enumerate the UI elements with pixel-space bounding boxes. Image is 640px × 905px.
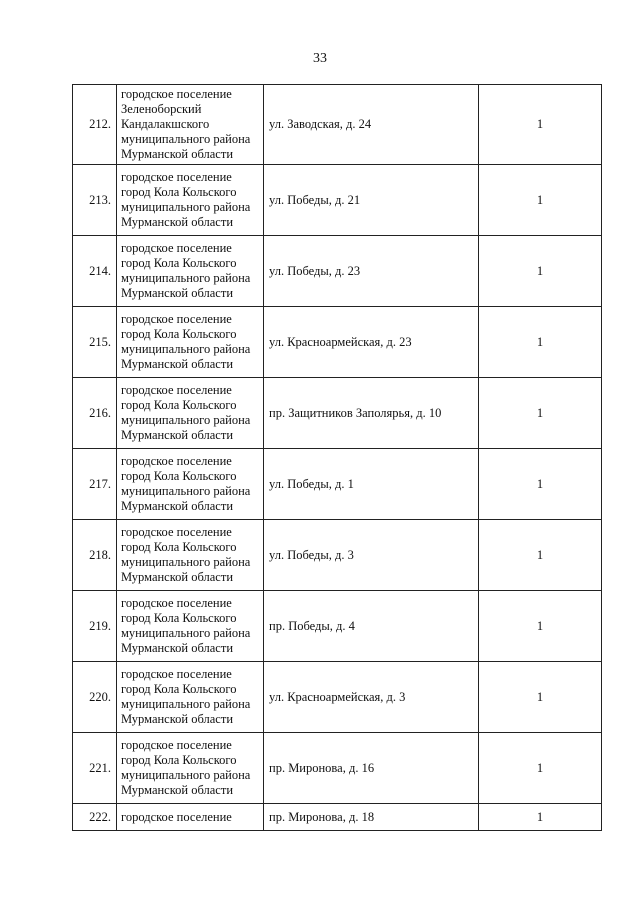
- municipality-line: муниципального района: [121, 132, 251, 146]
- municipality-line: городское поселение: [121, 170, 232, 184]
- municipality-cell: [117, 733, 264, 804]
- address-cell: пр. Победы, д. 4: [264, 591, 479, 662]
- municipality-line: Мурманской области: [121, 712, 234, 726]
- municipality-line: Мурманской области: [121, 286, 234, 300]
- municipality-line: городское поселение: [121, 667, 232, 681]
- municipality-line: Мурманской области: [121, 783, 234, 797]
- row-number-cell: 215.: [73, 307, 117, 378]
- municipality-cell: [117, 449, 264, 520]
- row-number-cell: 216.: [73, 378, 117, 449]
- address-cell: ул. Победы, д. 1: [264, 449, 479, 520]
- quantity-cell: 1: [479, 165, 602, 236]
- row-number-cell: 219.: [73, 591, 117, 662]
- table-row: [73, 307, 602, 378]
- quantity-cell: 1: [479, 804, 602, 831]
- municipality-cell: [117, 236, 264, 307]
- municipality-line: Мурманской области: [121, 357, 234, 371]
- table-row: [73, 449, 602, 520]
- quantity-cell: 1: [479, 591, 602, 662]
- municipality-line: Мурманской области: [121, 215, 234, 229]
- row-number-cell: 218.: [73, 520, 117, 591]
- municipality-line: город Кола Кольского: [121, 327, 237, 341]
- quantity-cell: 1: [479, 520, 602, 591]
- municipality-line: городское поселение: [121, 383, 232, 397]
- row-number-cell: 213.: [73, 165, 117, 236]
- municipality-line: городское поселение: [121, 87, 232, 101]
- registry-table-body: [73, 85, 602, 831]
- municipality-line: городское поселение: [121, 809, 232, 824]
- municipality-line: городское поселение: [121, 738, 232, 752]
- address-cell: пр. Защитников Заполярья, д. 10: [264, 378, 479, 449]
- municipality-cell: [117, 591, 264, 662]
- table-row: [73, 733, 602, 804]
- row-number-cell: 220.: [73, 662, 117, 733]
- municipality-line: город Кола Кольского: [121, 611, 237, 625]
- page-number: 33: [313, 51, 327, 66]
- municipality-cell: [117, 165, 264, 236]
- municipality-line: муниципального района: [121, 555, 251, 569]
- quantity-cell: 1: [479, 236, 602, 307]
- row-number-cell: 221.: [73, 733, 117, 804]
- municipality-line: Мурманской области: [121, 147, 234, 161]
- table-row: [73, 85, 602, 165]
- municipality-line: Мурманской области: [121, 428, 234, 442]
- municipality-line: городское поселение: [121, 454, 232, 468]
- table-row: [73, 662, 602, 733]
- municipality-line: город Кола Кольского: [121, 753, 237, 767]
- municipality-cell: [117, 307, 264, 378]
- row-number-cell: 217.: [73, 449, 117, 520]
- quantity-cell: 1: [479, 307, 602, 378]
- quantity-cell: 1: [479, 662, 602, 733]
- municipality-line: муниципального района: [121, 200, 251, 214]
- address-cell: ул. Победы, д. 23: [264, 236, 479, 307]
- municipality-line: город Кола Кольского: [121, 540, 237, 554]
- municipality-line: город Кола Кольского: [121, 256, 237, 270]
- municipality-line: городское поселение: [121, 312, 232, 326]
- table-row: [73, 378, 602, 449]
- municipality-line: Кандалакшского: [121, 117, 210, 131]
- municipality-line: город Кола Кольского: [121, 682, 237, 696]
- municipality-line: Мурманской области: [121, 570, 234, 584]
- municipality-line: муниципального района: [121, 697, 251, 711]
- municipality-cell: [117, 85, 264, 165]
- table-row: [73, 236, 602, 307]
- municipality-line: городское поселение: [121, 241, 232, 255]
- municipality-line: муниципального района: [121, 413, 251, 427]
- quantity-cell: 1: [479, 733, 602, 804]
- row-number-cell: 212.: [73, 85, 117, 165]
- municipality-line: городское поселение: [121, 596, 232, 610]
- row-number-cell: 222.: [73, 804, 117, 831]
- table-row: [73, 520, 602, 591]
- municipality-line: муниципального района: [121, 768, 251, 782]
- municipality-line: муниципального района: [121, 484, 251, 498]
- quantity-cell: 1: [479, 378, 602, 449]
- registry-table: [72, 84, 602, 831]
- municipality-cell: [117, 804, 264, 831]
- municipality-cell: [117, 520, 264, 591]
- municipality-line: город Кола Кольского: [121, 398, 237, 412]
- address-cell: пр. Миронова, д. 18: [264, 804, 479, 831]
- row-number-cell: 214.: [73, 236, 117, 307]
- municipality-line: городское поселение: [121, 525, 232, 539]
- table-row: [73, 804, 602, 831]
- municipality-line: муниципального района: [121, 626, 251, 640]
- municipality-line: муниципального района: [121, 342, 251, 356]
- address-cell: ул. Заводская, д. 24: [264, 85, 479, 165]
- table-row: [73, 165, 602, 236]
- address-cell: ул. Победы, д. 3: [264, 520, 479, 591]
- address-cell: ул. Победы, д. 21: [264, 165, 479, 236]
- municipality-line: муниципального района: [121, 271, 251, 285]
- address-cell: ул. Красноармейская, д. 23: [264, 307, 479, 378]
- table-row: [73, 591, 602, 662]
- municipality-line: Мурманской области: [121, 499, 234, 513]
- address-cell: пр. Миронова, д. 16: [264, 733, 479, 804]
- quantity-cell: 1: [479, 85, 602, 165]
- municipality-cell: [117, 662, 264, 733]
- municipality-line: город Кола Кольского: [121, 469, 237, 483]
- municipality-line: Мурманской области: [121, 641, 234, 655]
- quantity-cell: 1: [479, 449, 602, 520]
- municipality-line: город Кола Кольского: [121, 185, 237, 199]
- address-cell: ул. Красноармейская, д. 3: [264, 662, 479, 733]
- municipality-cell: [117, 378, 264, 449]
- municipality-line: Зеленоборский: [121, 102, 202, 116]
